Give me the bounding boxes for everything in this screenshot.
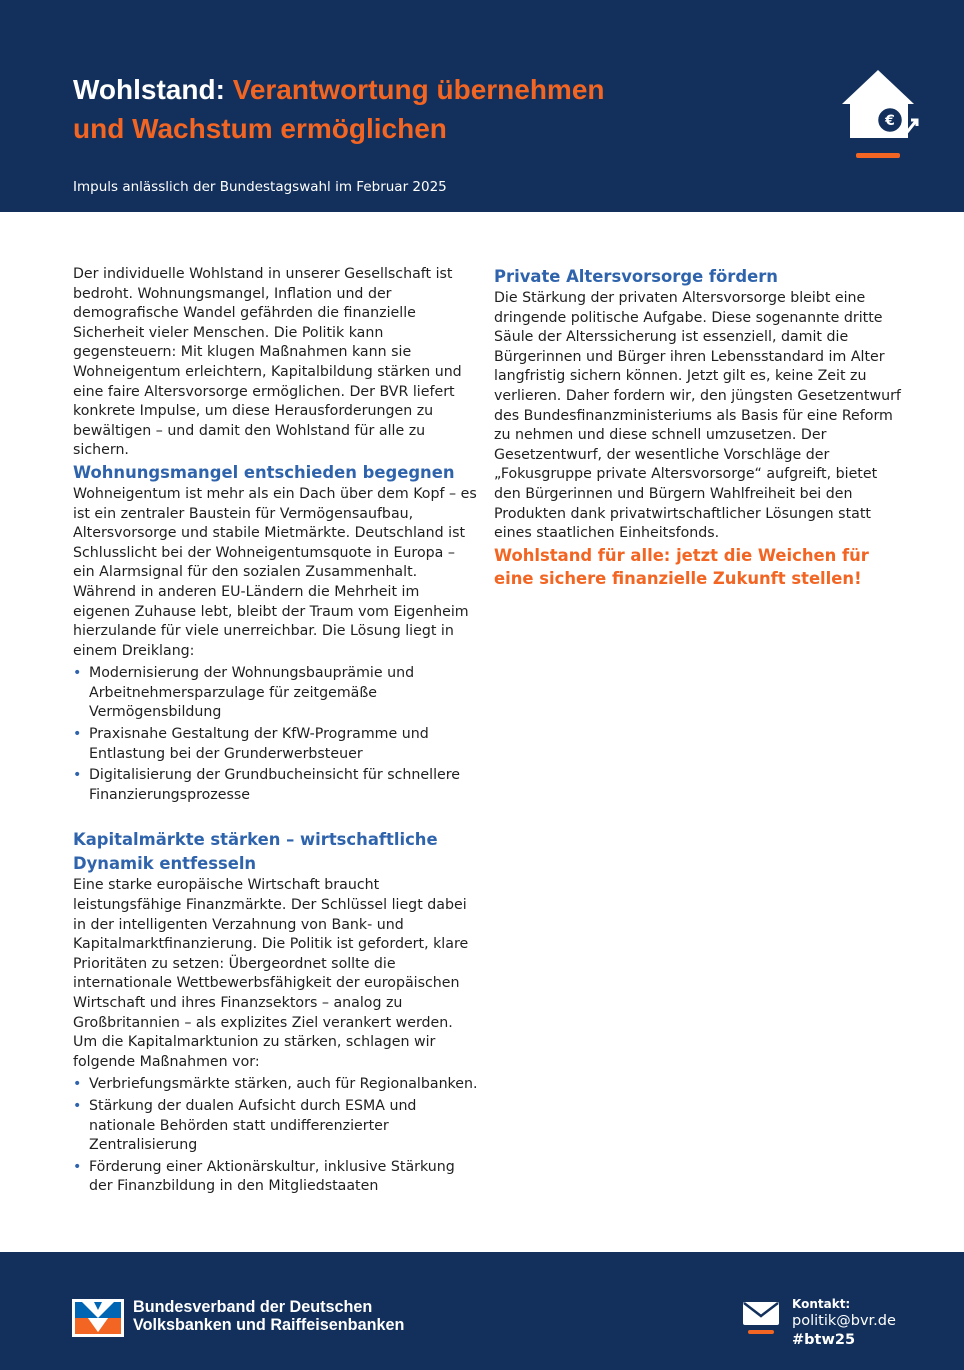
- section-pension: [494, 265, 904, 544]
- list-item: • Förderung einer Aktionärskultur, inklusive Stärkung der Finanzbildung in den Mitgliedstaaten: [73, 1158, 478, 1197]
- section-capital-markets: [73, 828, 478, 1197]
- title-accent-line1: Verantwortung übernehmen: [232, 74, 605, 105]
- list-item: • Verbriefungsmärkte stärken, auch für Regionalbanken.: [73, 1075, 478, 1095]
- contact-email-link[interactable]: politik@bvr.de: [792, 1313, 896, 1329]
- list-item: • Praxisnahe Gestaltung der KfW-Programme und Entlastung bei der Grunderwerbsteuer: [73, 725, 478, 764]
- hashtag: #btw25: [792, 1332, 856, 1348]
- organization-name: [133, 1298, 453, 1334]
- left-column: [73, 265, 478, 1220]
- pension-heading: Private Altersvorsorge fördern: [494, 267, 778, 286]
- mail-icon: [742, 1297, 780, 1335]
- housing-bullet-list: [73, 664, 478, 805]
- capital-bullet-list: [73, 1075, 478, 1197]
- intro-paragraph: Der individuelle Wohlstand in unserer Gesellschaft ist bedroht. Wohnungsmangel, Inflation und der demografische Wandel gefährden die finanzielle Sicherheit vieler Menschen. Die Politik kann gegensteuern: Mit klugen Maßnahmen kann sie Wohneigentum erleichtern, Kapitalbildung stärken und eine faire Altersvorsorge ermöglichen. Der BVR liefert konkrete Impulse, um diese Herausforderungen zu bewältigen – und damit den Wohlstand für alle zu sichern.: [73, 266, 462, 459]
- footer-banner: [0, 1252, 964, 1370]
- page-subtitle: Impuls anlässlich der Bundestagswahl im Februar 2025: [73, 179, 447, 195]
- org-name-line2: Volksbanken und Raiffeisenbanken: [133, 1316, 405, 1334]
- section-housing: [73, 461, 478, 806]
- contact-label: Kontakt:: [792, 1297, 851, 1311]
- pension-body: Die Stärkung der privaten Altersvorsorge bleibt eine dringende politische Aufgabe. Diese sogenannte dritte Säule der Alterssicherung ist essenziell, damit die Bürgerinnen und Bürger ihren Lebensstandard im Alter langfristig sichern können. Jetzt gilt es, keine Zeit zu verlieren. Daher fordern wir, den jüngsten Gesetzentwurf des Bundesfinanzministeriums als Basis für eine Reform zu nehmen und diese schnell umzusetzen. Der Gesetzentwurf, der wesentliche Vorschläge der „Fokusgruppe private Altersvorsorge“ aufgreift, bietet den Bürgerinnen und Bürgern Wahlfreiheit bei den Produkten dank privatwirtschaftlicher Lösungen statt eines staatlichen Einheitsfonds.: [494, 290, 901, 542]
- euro-symbol: €: [885, 113, 895, 129]
- housing-heading: Wohnungsmangel entschieden begegnen: [73, 462, 455, 482]
- bvr-logo-icon: [72, 1299, 124, 1337]
- header-banner: [0, 0, 964, 212]
- capital-body: Eine starke europäische Wirtschaft braucht leistungsfähige Finanzmärkte. Der Schlüssel liegt dabei in der intelligenten Verzahnung von Bank- und Kapitalmarktfinanzierung. Die Politik ist gefordert, klare Prioritäten zu setzen: Übergeordnet sollte die internationale Wettbewerbsfähigkeit der europäischen Wirtschaft und ihres Finanzsektors – analog zu Großbritannien – als explizites Ziel verankert werden. Um die Kapitalmarktunion zu stärken, schlagen wir folgende Maßnahmen vor:: [73, 877, 469, 1070]
- org-name-line1: Bundesverband der Deutschen: [133, 1298, 373, 1316]
- list-item: • Digitalisierung der Grundbucheinsicht für schnellere Finanzierungsprozesse: [73, 766, 478, 805]
- title-accent-line2: und Wachstum ermöglichen: [73, 113, 447, 144]
- list-item: • Modernisierung der Wohnungsbauprämie und Arbeitnehmersparzulage für zeitgemäße Vermögensbildung: [73, 664, 478, 723]
- capital-heading: Kapitalmärkte stärken – wirtschaftliche Dynamik entfesseln: [73, 830, 438, 874]
- list-item: • Stärkung der dualen Aufsicht durch ESMA und nationale Behörden statt undifferenzierter Zentralisierung: [73, 1097, 478, 1156]
- page-title: [73, 70, 773, 148]
- callout-statement: Wohlstand für alle: jetzt die Weichen für eine sichere finanzielle Zukunft stellen!: [494, 545, 869, 588]
- house-euro-growth-icon: [836, 68, 920, 162]
- right-column: [494, 265, 904, 590]
- housing-body: Wohneigentum ist mehr als ein Dach über dem Kopf – es ist ein zentraler Baustein für Vermögensaufbau, Altersvorsorge und stabile Mietmärkte. Deutschland ist Schlusslicht bei der Wohneigentumsquote in Europa – ein Alarmsignal für den sozialen Zusammenhalt. Während in anderen EU-Ländern die Mehrheit im eigenen Zuhause lebt, bleibt der Traum vom Eigenheim hierzulande für viele unerreichbar. Die Lösung liegt in einem Dreiklang:: [73, 485, 477, 659]
- contact-block: [792, 1296, 896, 1350]
- title-lead: Wohlstand:: [73, 74, 233, 105]
